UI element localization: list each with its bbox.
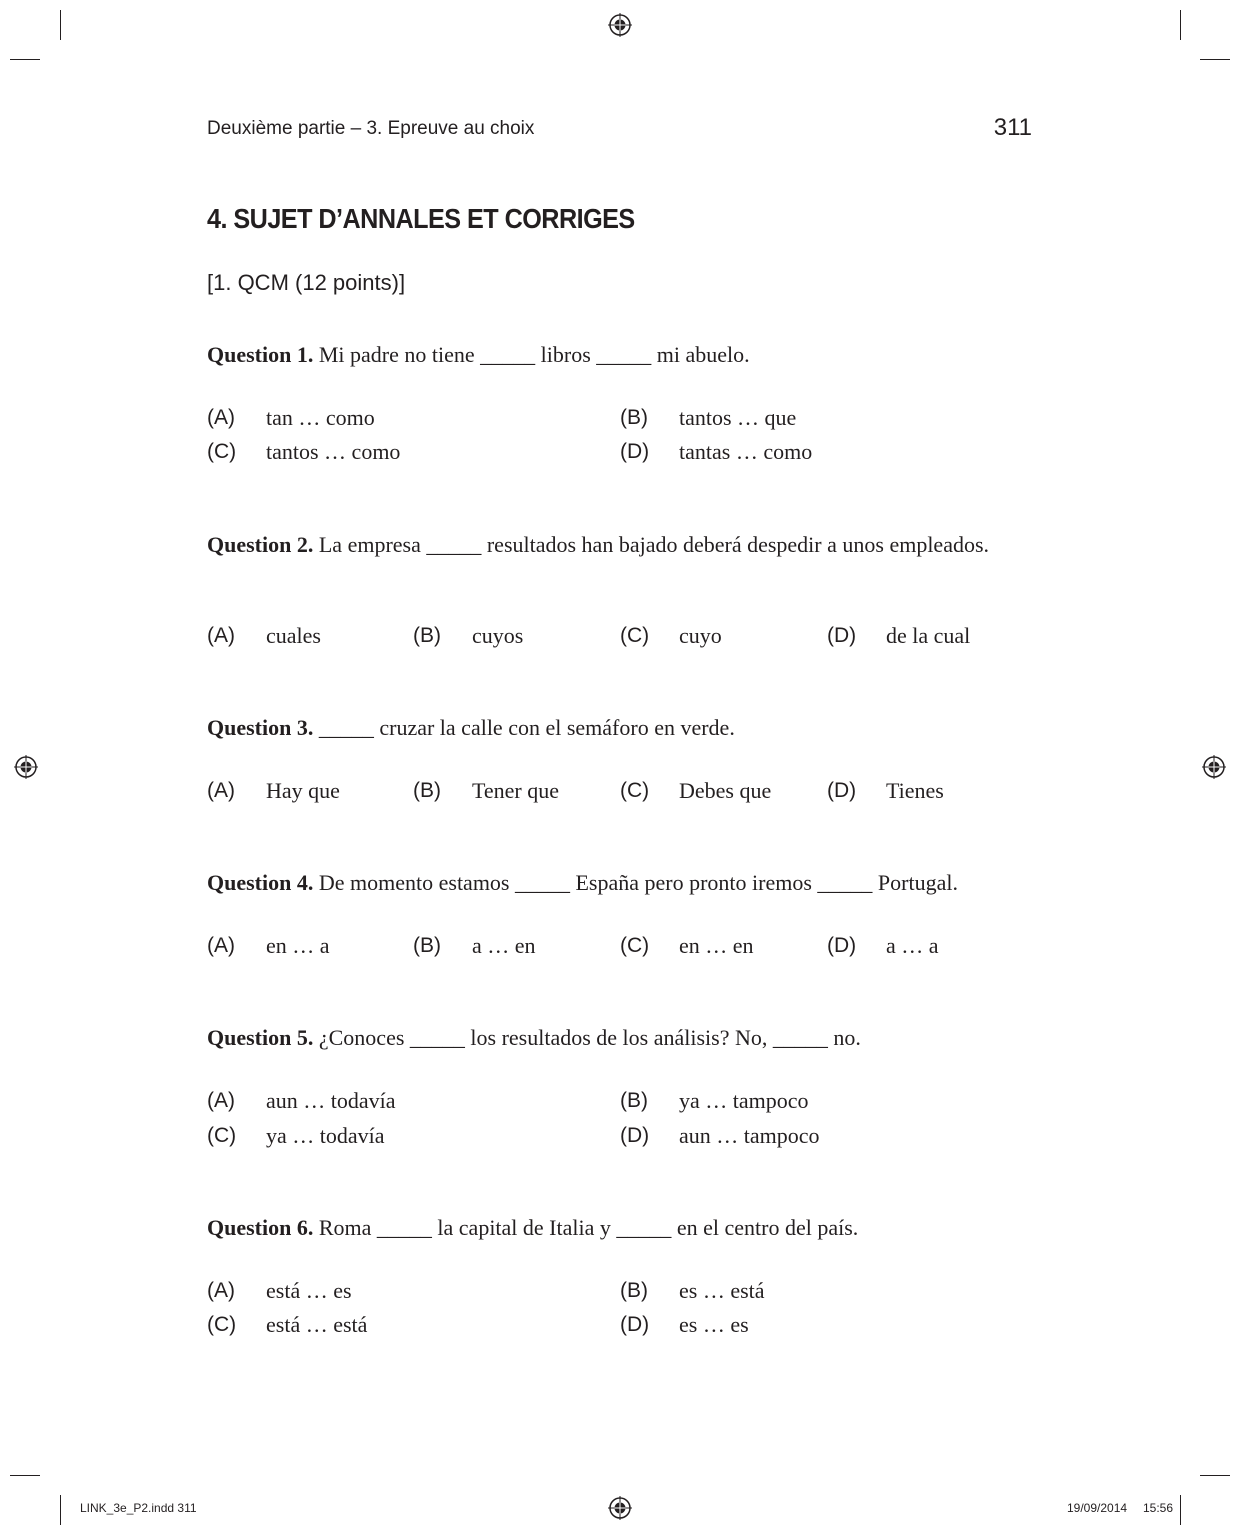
slug-time: 15:56 — [1143, 1501, 1174, 1515]
question-6 — [207, 1213, 1033, 1243]
crop-mark — [1180, 10, 1181, 40]
question-text: La empresa _____ resultados han bajado deberá despedir a unos empleados. — [318, 532, 990, 557]
option-letter: (D) — [827, 934, 857, 957]
registration-target-icon — [608, 13, 632, 37]
option-letter: (C) — [207, 1313, 237, 1336]
registration-target-icon — [14, 755, 38, 779]
option-letter: (B) — [620, 1089, 648, 1112]
crop-mark — [1180, 1495, 1181, 1525]
option-text: tan … como — [266, 405, 375, 430]
option-letter: (A) — [207, 406, 235, 429]
question-text: ¿Conoces _____ los resultados de los análisis? No, _____ no. — [318, 1025, 861, 1050]
question-label: Question 3. — [207, 715, 314, 740]
option-letter: (B) — [620, 406, 648, 429]
question-text: Roma _____ la capital de Italia y _____ en el centro del país. — [318, 1215, 859, 1240]
question-text: De momento estamos _____ España pero pronto iremos _____ Portugal. — [318, 870, 958, 895]
option-letter: (B) — [620, 1279, 648, 1302]
question-text: Mi padre no tiene _____ libros _____ mi abuelo. — [318, 342, 750, 367]
option-text: cuyo — [679, 623, 722, 648]
question-3 — [207, 713, 1033, 743]
option-text: tantos … como — [266, 439, 401, 464]
crop-mark — [60, 1495, 61, 1525]
option-letter: (C) — [620, 779, 650, 802]
option-letter: (A) — [207, 934, 235, 957]
option-letter: (D) — [827, 779, 857, 802]
option-text: tantas … como — [679, 439, 813, 464]
question-4 — [207, 868, 1033, 898]
question-label: Question 1. — [207, 342, 314, 367]
question-1 — [207, 340, 1033, 370]
option-letter: (D) — [827, 624, 857, 647]
crop-mark — [1200, 59, 1230, 60]
option-text: en … a — [266, 933, 330, 958]
question-label: Question 4. — [207, 870, 314, 895]
option-text: de la cual — [886, 623, 971, 648]
question-label: Question 2. — [207, 532, 314, 557]
section-title: 4. SUJET D’ANNALES ET CORRIGES — [207, 203, 635, 234]
crop-mark — [60, 10, 61, 40]
option-letter: (B) — [413, 779, 441, 802]
option-text: es … es — [679, 1312, 749, 1337]
option-letter: (A) — [207, 1279, 235, 1302]
option-text: en … en — [679, 933, 754, 958]
option-letter: (B) — [413, 624, 441, 647]
option-letter: (A) — [207, 624, 235, 647]
option-letter: (C) — [620, 934, 650, 957]
option-text: está … es — [266, 1278, 352, 1303]
registration-target-icon — [1202, 755, 1226, 779]
option-text: es … está — [679, 1278, 765, 1303]
registration-target-icon — [608, 1496, 632, 1520]
option-text: está … está — [266, 1312, 368, 1337]
question-2 — [207, 530, 1033, 560]
option-text: Tienes — [886, 778, 944, 803]
option-letter: (C) — [207, 440, 237, 463]
option-text: aun … todavía — [266, 1088, 396, 1113]
option-letter: (A) — [207, 779, 235, 802]
option-text: aun … tampoco — [679, 1123, 820, 1148]
crop-mark — [10, 1475, 40, 1476]
option-letter: (D) — [620, 1124, 650, 1147]
option-text: cuyos — [472, 623, 524, 648]
question-label: Question 5. — [207, 1025, 314, 1050]
subtitle: [1. QCM (12 points)] — [207, 270, 406, 295]
page-number: 311 — [993, 114, 1032, 141]
running-head: Deuxième partie – 3. Epreuve au choix — [207, 118, 535, 139]
option-letter: (A) — [207, 1089, 235, 1112]
option-text: cuales — [266, 623, 321, 648]
crop-mark — [1200, 1475, 1230, 1476]
option-letter: (B) — [413, 934, 441, 957]
option-letter: (C) — [207, 1124, 237, 1147]
option-text: ya … tampoco — [679, 1088, 809, 1113]
slug-file: LINK_3e_P2.indd 311 — [80, 1501, 197, 1515]
crop-mark — [10, 59, 40, 60]
option-text: ya … todavía — [266, 1123, 385, 1148]
option-text: a … a — [886, 933, 939, 958]
option-text: Tener que — [472, 778, 560, 803]
question-label: Question 6. — [207, 1215, 314, 1240]
option-text: Hay que — [266, 778, 340, 803]
slug-date: 19/09/2014 — [1067, 1501, 1128, 1515]
option-text: Debes que — [679, 778, 772, 803]
option-letter: (D) — [620, 440, 650, 463]
option-letter: (D) — [620, 1313, 650, 1336]
option-text: a … en — [472, 933, 536, 958]
option-letter: (C) — [620, 624, 650, 647]
question-5 — [207, 1023, 1033, 1053]
question-text: _____ cruzar la calle con el semáforo en verde. — [318, 715, 735, 740]
option-text: tantos … que — [679, 405, 797, 430]
